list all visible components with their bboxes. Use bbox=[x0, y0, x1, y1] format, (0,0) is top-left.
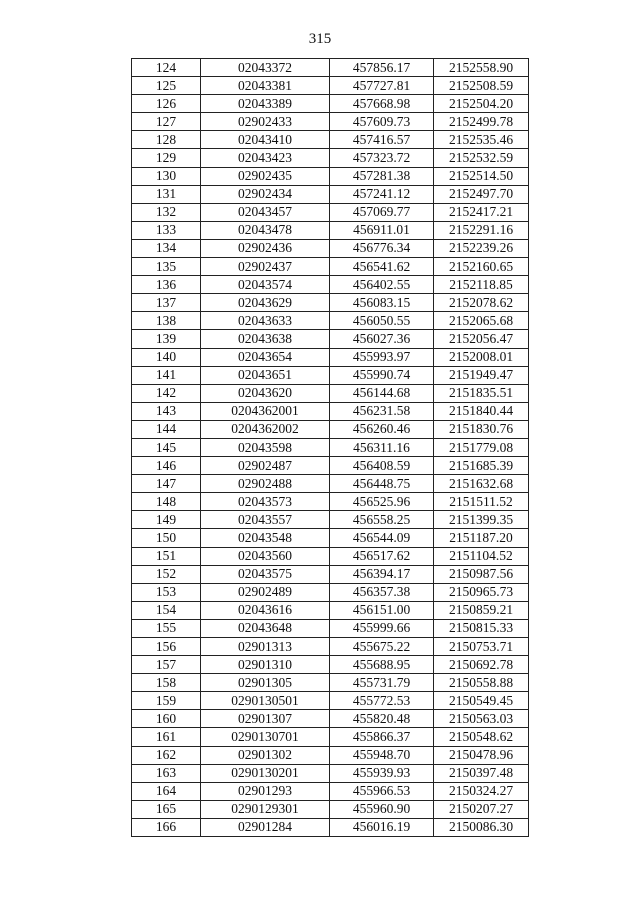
x-coordinate-cell: 455960.90 bbox=[330, 800, 434, 818]
y-coordinate-cell: 2151830.76 bbox=[434, 420, 529, 438]
point-number-cell: 162 bbox=[132, 746, 201, 764]
x-coordinate-cell: 456517.62 bbox=[330, 547, 434, 565]
point-id-cell: 02902487 bbox=[201, 457, 330, 475]
point-number-cell: 153 bbox=[132, 583, 201, 601]
table-row bbox=[132, 475, 529, 493]
table-row bbox=[132, 511, 529, 529]
table-row bbox=[132, 565, 529, 583]
table-row bbox=[132, 113, 529, 131]
table-row bbox=[132, 239, 529, 257]
y-coordinate-cell: 2150324.27 bbox=[434, 782, 529, 800]
point-number-cell: 161 bbox=[132, 728, 201, 746]
point-id-cell: 0204362002 bbox=[201, 420, 330, 438]
y-coordinate-cell: 2150692.78 bbox=[434, 656, 529, 674]
y-coordinate-cell: 2150086.30 bbox=[434, 818, 529, 836]
point-id-cell: 02901307 bbox=[201, 710, 330, 728]
x-coordinate-cell: 457609.73 bbox=[330, 113, 434, 131]
table-row bbox=[132, 782, 529, 800]
table-row bbox=[132, 77, 529, 95]
table-row bbox=[132, 312, 529, 330]
x-coordinate-cell: 456911.01 bbox=[330, 221, 434, 239]
point-number-cell: 150 bbox=[132, 529, 201, 547]
table-row bbox=[132, 366, 529, 384]
point-id-cell: 0290130701 bbox=[201, 728, 330, 746]
y-coordinate-cell: 2152056.47 bbox=[434, 330, 529, 348]
point-number-cell: 133 bbox=[132, 221, 201, 239]
point-number-cell: 130 bbox=[132, 167, 201, 185]
point-number-cell: 125 bbox=[132, 77, 201, 95]
point-number-cell: 143 bbox=[132, 402, 201, 420]
y-coordinate-cell: 2152497.70 bbox=[434, 185, 529, 203]
y-coordinate-cell: 2152558.90 bbox=[434, 59, 529, 77]
point-number-cell: 160 bbox=[132, 710, 201, 728]
point-number-cell: 145 bbox=[132, 438, 201, 456]
x-coordinate-cell: 455820.48 bbox=[330, 710, 434, 728]
x-coordinate-cell: 455993.97 bbox=[330, 348, 434, 366]
y-coordinate-cell: 2150753.71 bbox=[434, 638, 529, 656]
point-number-cell: 157 bbox=[132, 656, 201, 674]
point-id-cell: 02043648 bbox=[201, 619, 330, 637]
table-row bbox=[132, 384, 529, 402]
x-coordinate-cell: 456260.46 bbox=[330, 420, 434, 438]
point-number-cell: 140 bbox=[132, 348, 201, 366]
y-coordinate-cell: 2152514.50 bbox=[434, 167, 529, 185]
point-id-cell: 02902434 bbox=[201, 185, 330, 203]
table-row bbox=[132, 764, 529, 782]
point-number-cell: 139 bbox=[132, 330, 201, 348]
point-id-cell: 02043372 bbox=[201, 59, 330, 77]
point-number-cell: 142 bbox=[132, 384, 201, 402]
point-id-cell: 02043574 bbox=[201, 276, 330, 294]
point-number-cell: 129 bbox=[132, 149, 201, 167]
point-id-cell: 0204362001 bbox=[201, 402, 330, 420]
point-number-cell: 149 bbox=[132, 511, 201, 529]
y-coordinate-cell: 2152417.21 bbox=[434, 203, 529, 221]
point-id-cell: 02043651 bbox=[201, 366, 330, 384]
point-id-cell: 02901284 bbox=[201, 818, 330, 836]
point-number-cell: 131 bbox=[132, 185, 201, 203]
point-number-cell: 137 bbox=[132, 294, 201, 312]
point-number-cell: 155 bbox=[132, 619, 201, 637]
point-id-cell: 02043557 bbox=[201, 511, 330, 529]
coordinates-table bbox=[131, 58, 529, 837]
point-number-cell: 152 bbox=[132, 565, 201, 583]
y-coordinate-cell: 2150207.27 bbox=[434, 800, 529, 818]
table-row bbox=[132, 276, 529, 294]
x-coordinate-cell: 455948.70 bbox=[330, 746, 434, 764]
point-number-cell: 158 bbox=[132, 674, 201, 692]
table-row bbox=[132, 818, 529, 836]
y-coordinate-cell: 2150478.96 bbox=[434, 746, 529, 764]
x-coordinate-cell: 455675.22 bbox=[330, 638, 434, 656]
x-coordinate-cell: 457281.38 bbox=[330, 167, 434, 185]
point-number-cell: 163 bbox=[132, 764, 201, 782]
x-coordinate-cell: 456408.59 bbox=[330, 457, 434, 475]
point-id-cell: 02043633 bbox=[201, 312, 330, 330]
point-number-cell: 146 bbox=[132, 457, 201, 475]
point-number-cell: 156 bbox=[132, 638, 201, 656]
x-coordinate-cell: 455866.37 bbox=[330, 728, 434, 746]
x-coordinate-cell: 456394.17 bbox=[330, 565, 434, 583]
point-id-cell: 02902435 bbox=[201, 167, 330, 185]
point-id-cell: 02043620 bbox=[201, 384, 330, 402]
y-coordinate-cell: 2152160.65 bbox=[434, 258, 529, 276]
table-row bbox=[132, 692, 529, 710]
table-row bbox=[132, 149, 529, 167]
table-row bbox=[132, 95, 529, 113]
point-id-cell: 02901305 bbox=[201, 674, 330, 692]
table-row bbox=[132, 402, 529, 420]
point-id-cell: 02043560 bbox=[201, 547, 330, 565]
y-coordinate-cell: 2151187.20 bbox=[434, 529, 529, 547]
point-number-cell: 154 bbox=[132, 601, 201, 619]
table-row bbox=[132, 728, 529, 746]
x-coordinate-cell: 457323.72 bbox=[330, 149, 434, 167]
point-number-cell: 164 bbox=[132, 782, 201, 800]
point-id-cell: 02043389 bbox=[201, 95, 330, 113]
table-row bbox=[132, 800, 529, 818]
x-coordinate-cell: 455999.66 bbox=[330, 619, 434, 637]
point-number-cell: 147 bbox=[132, 475, 201, 493]
point-id-cell: 02043616 bbox=[201, 601, 330, 619]
x-coordinate-cell: 456357.38 bbox=[330, 583, 434, 601]
point-number-cell: 134 bbox=[132, 239, 201, 257]
point-id-cell: 02902437 bbox=[201, 258, 330, 276]
x-coordinate-cell: 456231.58 bbox=[330, 402, 434, 420]
table-row bbox=[132, 583, 529, 601]
point-id-cell: 02043410 bbox=[201, 131, 330, 149]
x-coordinate-cell: 455772.53 bbox=[330, 692, 434, 710]
x-coordinate-cell: 456311.16 bbox=[330, 438, 434, 456]
point-id-cell: 02901310 bbox=[201, 656, 330, 674]
point-number-cell: 141 bbox=[132, 366, 201, 384]
x-coordinate-cell: 456544.09 bbox=[330, 529, 434, 547]
y-coordinate-cell: 2150987.56 bbox=[434, 565, 529, 583]
table-row bbox=[132, 203, 529, 221]
table-row bbox=[132, 438, 529, 456]
x-coordinate-cell: 455688.95 bbox=[330, 656, 434, 674]
y-coordinate-cell: 2152239.26 bbox=[434, 239, 529, 257]
y-coordinate-cell: 2151399.35 bbox=[434, 511, 529, 529]
table-row bbox=[132, 59, 529, 77]
x-coordinate-cell: 455939.93 bbox=[330, 764, 434, 782]
point-id-cell: 02902433 bbox=[201, 113, 330, 131]
point-number-cell: 132 bbox=[132, 203, 201, 221]
y-coordinate-cell: 2150859.21 bbox=[434, 601, 529, 619]
point-id-cell: 0290129301 bbox=[201, 800, 330, 818]
y-coordinate-cell: 2150549.45 bbox=[434, 692, 529, 710]
x-coordinate-cell: 456776.34 bbox=[330, 239, 434, 257]
point-id-cell: 02043573 bbox=[201, 493, 330, 511]
x-coordinate-cell: 455966.53 bbox=[330, 782, 434, 800]
point-id-cell: 0290130501 bbox=[201, 692, 330, 710]
y-coordinate-cell: 2151779.08 bbox=[434, 438, 529, 456]
y-coordinate-cell: 2152535.46 bbox=[434, 131, 529, 149]
y-coordinate-cell: 2152499.78 bbox=[434, 113, 529, 131]
y-coordinate-cell: 2152008.01 bbox=[434, 348, 529, 366]
table-row bbox=[132, 656, 529, 674]
y-coordinate-cell: 2151104.52 bbox=[434, 547, 529, 565]
point-number-cell: 165 bbox=[132, 800, 201, 818]
x-coordinate-cell: 456558.25 bbox=[330, 511, 434, 529]
point-id-cell: 02043638 bbox=[201, 330, 330, 348]
point-number-cell: 135 bbox=[132, 258, 201, 276]
point-id-cell: 02902488 bbox=[201, 475, 330, 493]
y-coordinate-cell: 2151840.44 bbox=[434, 402, 529, 420]
point-id-cell: 02043575 bbox=[201, 565, 330, 583]
table-row bbox=[132, 493, 529, 511]
x-coordinate-cell: 457727.81 bbox=[330, 77, 434, 95]
y-coordinate-cell: 2152291.16 bbox=[434, 221, 529, 239]
point-number-cell: 151 bbox=[132, 547, 201, 565]
point-number-cell: 124 bbox=[132, 59, 201, 77]
table-row bbox=[132, 710, 529, 728]
table-row bbox=[132, 619, 529, 637]
point-id-cell: 02043423 bbox=[201, 149, 330, 167]
table-row bbox=[132, 674, 529, 692]
table-row bbox=[132, 294, 529, 312]
x-coordinate-cell: 456083.15 bbox=[330, 294, 434, 312]
point-id-cell: 02043598 bbox=[201, 438, 330, 456]
point-id-cell: 02901293 bbox=[201, 782, 330, 800]
x-coordinate-cell: 455731.79 bbox=[330, 674, 434, 692]
table-body bbox=[132, 59, 529, 837]
y-coordinate-cell: 2152118.85 bbox=[434, 276, 529, 294]
y-coordinate-cell: 2150815.33 bbox=[434, 619, 529, 637]
y-coordinate-cell: 2151949.47 bbox=[434, 366, 529, 384]
point-id-cell: 02902436 bbox=[201, 239, 330, 257]
point-id-cell: 02901302 bbox=[201, 746, 330, 764]
point-number-cell: 148 bbox=[132, 493, 201, 511]
x-coordinate-cell: 456027.36 bbox=[330, 330, 434, 348]
x-coordinate-cell: 457856.17 bbox=[330, 59, 434, 77]
table-row bbox=[132, 330, 529, 348]
point-id-cell: 02902489 bbox=[201, 583, 330, 601]
y-coordinate-cell: 2152508.59 bbox=[434, 77, 529, 95]
table-row bbox=[132, 221, 529, 239]
x-coordinate-cell: 456151.00 bbox=[330, 601, 434, 619]
table-row bbox=[132, 167, 529, 185]
x-coordinate-cell: 456144.68 bbox=[330, 384, 434, 402]
table-row bbox=[132, 457, 529, 475]
table-row bbox=[132, 348, 529, 366]
x-coordinate-cell: 456541.62 bbox=[330, 258, 434, 276]
point-number-cell: 166 bbox=[132, 818, 201, 836]
page-number: 315 bbox=[308, 31, 332, 47]
x-coordinate-cell: 457069.77 bbox=[330, 203, 434, 221]
x-coordinate-cell: 456016.19 bbox=[330, 818, 434, 836]
point-id-cell: 0290130201 bbox=[201, 764, 330, 782]
table-row bbox=[132, 638, 529, 656]
x-coordinate-cell: 457416.57 bbox=[330, 131, 434, 149]
table-row bbox=[132, 185, 529, 203]
point-number-cell: 128 bbox=[132, 131, 201, 149]
x-coordinate-cell: 456448.75 bbox=[330, 475, 434, 493]
point-number-cell: 138 bbox=[132, 312, 201, 330]
point-id-cell: 02043654 bbox=[201, 348, 330, 366]
point-id-cell: 02043548 bbox=[201, 529, 330, 547]
y-coordinate-cell: 2150965.73 bbox=[434, 583, 529, 601]
table-row bbox=[132, 746, 529, 764]
table-row bbox=[132, 601, 529, 619]
point-id-cell: 02043381 bbox=[201, 77, 330, 95]
point-id-cell: 02043457 bbox=[201, 203, 330, 221]
x-coordinate-cell: 457241.12 bbox=[330, 185, 434, 203]
point-number-cell: 126 bbox=[132, 95, 201, 113]
y-coordinate-cell: 2150563.03 bbox=[434, 710, 529, 728]
table-row bbox=[132, 258, 529, 276]
y-coordinate-cell: 2151835.51 bbox=[434, 384, 529, 402]
point-number-cell: 127 bbox=[132, 113, 201, 131]
x-coordinate-cell: 455990.74 bbox=[330, 366, 434, 384]
point-id-cell: 02901313 bbox=[201, 638, 330, 656]
table-row bbox=[132, 131, 529, 149]
x-coordinate-cell: 457668.98 bbox=[330, 95, 434, 113]
y-coordinate-cell: 2150558.88 bbox=[434, 674, 529, 692]
y-coordinate-cell: 2150397.48 bbox=[434, 764, 529, 782]
point-number-cell: 136 bbox=[132, 276, 201, 294]
x-coordinate-cell: 456050.55 bbox=[330, 312, 434, 330]
table-row bbox=[132, 420, 529, 438]
point-id-cell: 02043478 bbox=[201, 221, 330, 239]
x-coordinate-cell: 456525.96 bbox=[330, 493, 434, 511]
point-id-cell: 02043629 bbox=[201, 294, 330, 312]
y-coordinate-cell: 2152532.59 bbox=[434, 149, 529, 167]
table-row bbox=[132, 529, 529, 547]
y-coordinate-cell: 2150548.62 bbox=[434, 728, 529, 746]
point-number-cell: 144 bbox=[132, 420, 201, 438]
y-coordinate-cell: 2151511.52 bbox=[434, 493, 529, 511]
y-coordinate-cell: 2151632.68 bbox=[434, 475, 529, 493]
x-coordinate-cell: 456402.55 bbox=[330, 276, 434, 294]
point-number-cell: 159 bbox=[132, 692, 201, 710]
y-coordinate-cell: 2152065.68 bbox=[434, 312, 529, 330]
table-row bbox=[132, 547, 529, 565]
y-coordinate-cell: 2152504.20 bbox=[434, 95, 529, 113]
y-coordinate-cell: 2151685.39 bbox=[434, 457, 529, 475]
y-coordinate-cell: 2152078.62 bbox=[434, 294, 529, 312]
